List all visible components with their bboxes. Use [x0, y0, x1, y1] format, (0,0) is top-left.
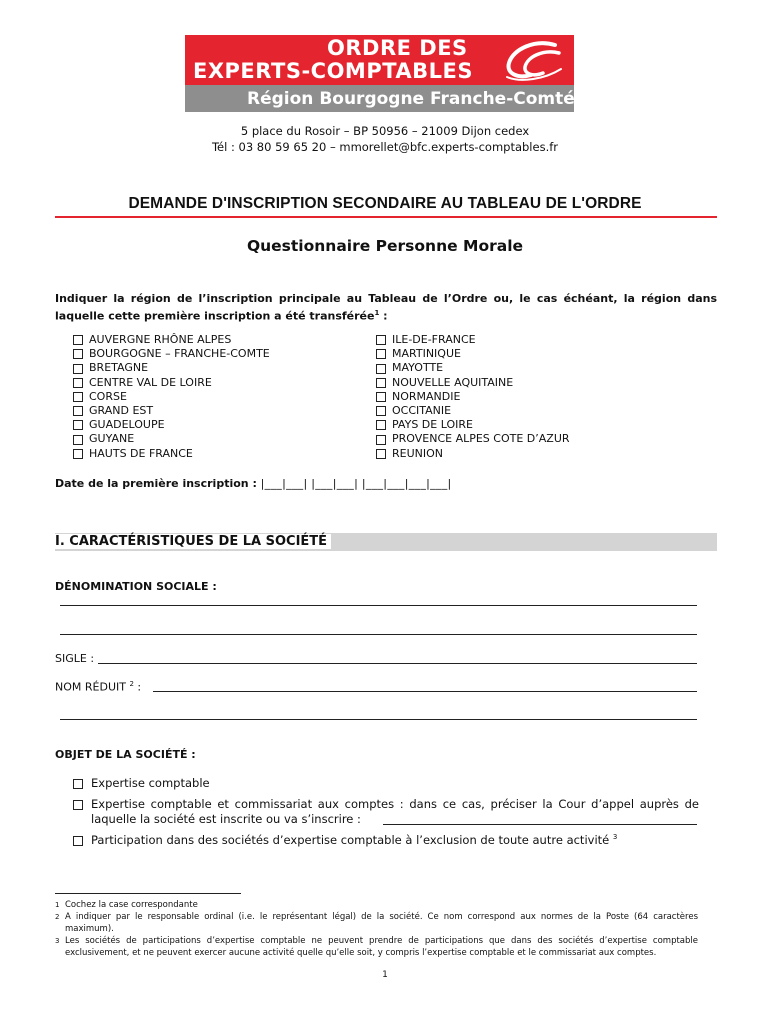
region-label: MARTINIQUE — [392, 347, 461, 361]
region-option[interactable] — [73, 418, 270, 432]
region-option[interactable] — [376, 432, 570, 446]
denomination-line-1[interactable] — [60, 605, 697, 606]
section-title: I. CARACTÉRISTIQUES DE LA SOCIÉTÉ — [55, 534, 331, 549]
denomination-line-2[interactable] — [60, 634, 697, 635]
logo-line-2: EXPERTS-COMPTABLES — [193, 59, 474, 83]
region-label: GRAND EST — [89, 404, 154, 418]
region-list-left — [73, 333, 270, 461]
region-option[interactable] — [73, 432, 270, 446]
region-list-right — [376, 333, 570, 461]
logo-line-1: ORDRE DES — [327, 36, 468, 60]
first-registration-date — [55, 477, 452, 490]
region-label: NOUVELLE AQUITAINE — [392, 375, 514, 389]
footnote-text: Les sociétés de participations d’expertise comptable ne peuvent prendre de participations que dans des sociétés d’expertise comptable exclusivement, et ne peuvent exercer aucune activité quelle qu’elle soit, y compris l’expertise comptable et le commissariat aux comptes. — [65, 936, 698, 958]
checkbox-icon[interactable] — [73, 800, 83, 810]
region-option[interactable] — [376, 376, 570, 390]
footnote-text: Cochez la case correspondante — [65, 900, 198, 910]
sigle-line[interactable] — [98, 663, 697, 664]
region-option[interactable] — [376, 447, 570, 461]
logo-line-3: Région Bourgogne Franche-Comté — [247, 89, 575, 109]
denomination-label: DÉNOMINATION SOCIALE : — [55, 580, 217, 593]
region-option[interactable] — [376, 390, 570, 404]
objet-option-1[interactable] — [73, 776, 210, 790]
intro-suffix: : — [379, 309, 388, 323]
footnote-text: A indiquer par le responsable ordinal (i.e. le représentant légal) de la société. Ce nom correspond aux normes de la Poste (64 caractères maximum). — [65, 912, 698, 934]
objet-option-2-label: Expertise comptable et commissariat aux comptes : dans ce cas, préciser la Cour d’appel auprès de laquelle la société est inscrite ou va s’inscrire : — [91, 797, 699, 826]
checkbox-icon[interactable] — [73, 378, 83, 388]
nom-reduit-suffix: : — [133, 680, 142, 694]
region-label: ILE-DE-FRANCE — [392, 333, 476, 346]
region-option[interactable] — [376, 418, 570, 432]
page-subtitle: Questionnaire Personne Morale — [246, 237, 524, 255]
footnote-3 — [55, 936, 698, 959]
region-option[interactable] — [73, 361, 270, 375]
date-input-boxes[interactable]: |___|___| |___|___| |___|___|___|___| — [260, 477, 452, 490]
footnote-ref-2: 2 — [129, 680, 134, 688]
page-number: 1 — [382, 970, 388, 980]
checkbox-icon[interactable] — [376, 392, 386, 402]
region-label: HAUTS DE FRANCE — [89, 446, 193, 460]
checkbox-icon[interactable] — [73, 392, 83, 402]
objet-option-3[interactable] — [73, 833, 617, 847]
checkbox-icon[interactable] — [376, 420, 386, 430]
region-label: GUADELOUPE — [89, 418, 165, 432]
region-option[interactable] — [73, 347, 270, 361]
region-option[interactable] — [376, 404, 570, 418]
region-label: BOURGOGNE – FRANCHE-COMTE — [89, 347, 270, 361]
title-underline — [55, 216, 717, 218]
footnote-ref-3: 3 — [612, 833, 618, 842]
region-option[interactable] — [73, 447, 270, 461]
logo-swoosh-icon — [495, 39, 565, 83]
checkbox-icon[interactable] — [376, 449, 386, 459]
sigle-label: SIGLE : — [55, 652, 95, 665]
checkbox-icon[interactable] — [73, 836, 83, 846]
footnote-ref-1: 1 — [374, 309, 380, 317]
nom-reduit-label: NOM RÉDUIT — [55, 680, 126, 694]
region-label: MAYOTTE — [392, 361, 444, 375]
region-label: PAYS DE LOIRE — [392, 418, 473, 432]
region-option[interactable] — [73, 404, 270, 418]
logo — [185, 35, 574, 112]
checkbox-icon[interactable] — [73, 364, 83, 374]
date-label: Date de la première inscription : — [55, 477, 261, 490]
objet-option-2[interactable] — [73, 797, 699, 827]
address: 5 place du Rosoir – BP 50956 – 21009 Dijon cedex — [240, 124, 530, 138]
footnote-number: 2 — [55, 913, 60, 921]
intro-instruction — [55, 291, 717, 324]
footnote-number: 1 — [55, 901, 60, 909]
checkbox-icon[interactable] — [376, 435, 386, 445]
region-label: REUNION — [392, 446, 444, 460]
checkbox-icon[interactable] — [73, 435, 83, 445]
objet-option-1-label: Expertise comptable — [91, 776, 210, 790]
region-option[interactable] — [73, 333, 270, 347]
checkbox-icon[interactable] — [73, 449, 83, 459]
region-label: CENTRE VAL DE LOIRE — [89, 375, 212, 389]
checkbox-icon[interactable] — [376, 349, 386, 359]
checkbox-icon[interactable] — [73, 420, 83, 430]
intro-text: Indiquer la région de l’inscription principale au Tableau de l’Ordre ou, le cas échéant, la région dans laquelle cette première inscription a été transférée — [55, 292, 717, 323]
section-header — [55, 533, 717, 551]
region-option[interactable] — [73, 390, 270, 404]
page-title: DEMANDE D'INSCRIPTION SECONDAIRE AU TABLEAU DE L'ORDRE — [128, 195, 642, 212]
region-label: OCCITANIE — [392, 404, 452, 418]
phone-email: Tél : 03 80 59 65 20 – mmorellet@bfc.experts-comptables.fr — [211, 140, 558, 154]
checkbox-icon[interactable] — [376, 406, 386, 416]
nom-reduit-label-wrap — [55, 680, 141, 694]
checkbox-icon[interactable] — [376, 364, 386, 374]
checkbox-icon[interactable] — [376, 335, 386, 345]
objet-option-3-label: Participation dans des sociétés d’expertise comptable à l’exclusion de toute autre activité — [91, 833, 610, 847]
cour-appel-line[interactable] — [383, 824, 697, 825]
region-label: NORMANDIE — [392, 389, 461, 403]
checkbox-icon[interactable] — [73, 335, 83, 345]
nom-reduit-line[interactable] — [153, 691, 697, 692]
checkbox-icon[interactable] — [73, 349, 83, 359]
region-label: GUYANE — [89, 432, 135, 446]
nom-reduit-line-2[interactable] — [60, 719, 697, 720]
footnote-2 — [55, 912, 698, 935]
footnote-number: 3 — [55, 937, 60, 945]
region-label: BRETAGNE — [89, 361, 149, 375]
region-option[interactable] — [376, 333, 570, 347]
objet-label: OBJET DE LA SOCIÉTÉ : — [55, 748, 196, 761]
region-label: PROVENCE ALPES COTE D’AZUR — [392, 432, 570, 446]
checkbox-icon[interactable] — [376, 378, 386, 388]
checkbox-icon[interactable] — [73, 406, 83, 416]
objet-option-3-wrap — [91, 833, 617, 847]
region-option[interactable] — [376, 347, 570, 361]
region-option[interactable] — [376, 361, 570, 375]
region-label: CORSE — [89, 389, 127, 403]
checkbox-icon[interactable] — [73, 779, 83, 789]
footnote-1 — [55, 900, 698, 912]
region-option[interactable] — [73, 376, 270, 390]
footnote-separator — [55, 893, 241, 894]
region-label: AUVERGNE RHÔNE ALPES — [89, 333, 232, 346]
